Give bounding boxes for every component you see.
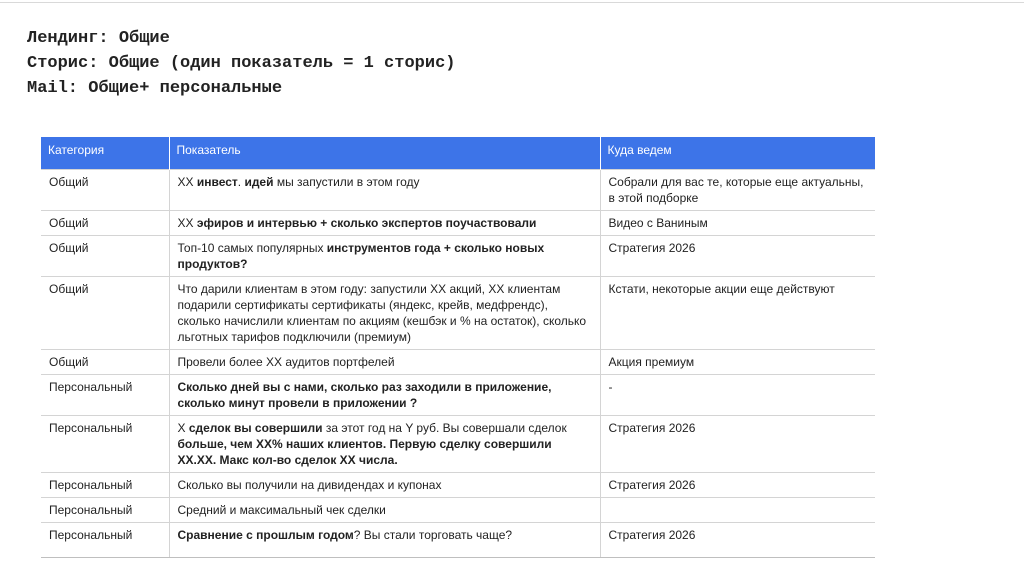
table-row [41, 211, 875, 236]
table-body [41, 170, 875, 558]
column-header-category: Категория [41, 137, 169, 170]
cell-indicator [169, 211, 600, 236]
indicators-table [41, 137, 875, 558]
cell-indicator [169, 473, 600, 498]
cell-category: Общий [41, 277, 169, 350]
cell-indicator [169, 236, 600, 277]
cell-target: Стратегия 2026 [600, 473, 875, 498]
table-row [41, 170, 875, 211]
heading-line-mail: Mail: Общие+ персональные [27, 79, 283, 98]
indicator-text-segment: наших клиентов [286, 437, 383, 451]
cell-category: Персональный [41, 473, 169, 498]
indicator-text-segment: сделок вы совершили [188, 421, 323, 435]
cell-indicator [169, 350, 600, 375]
indicator-text-segment: Средний и максимальный чек сделки [177, 503, 386, 517]
indicator-text-segment: . [237, 175, 245, 189]
table-row [41, 498, 875, 523]
cell-target: Собрали для вас те, которые еще актуальны, в этой подборке [600, 170, 875, 211]
indicator-text-segment: Провели более ХХ аудитов портфелей [177, 355, 395, 369]
table-header-row [41, 137, 875, 170]
indicator-text-segment: больше, чем ХХ% [177, 437, 286, 451]
indicator-text-segment: эфиров и интервью + сколько экспертов поучаствовали [196, 216, 537, 230]
cell-category: Персональный [41, 416, 169, 473]
table-row [41, 277, 875, 350]
table-row [41, 473, 875, 498]
cell-category: Общий [41, 350, 169, 375]
indicator-text-segment: Х [177, 421, 189, 435]
cell-target: Стратегия 2026 [600, 523, 875, 558]
table-row [41, 350, 875, 375]
cell-target [600, 498, 875, 523]
indicator-text-segment: ХХ [177, 175, 197, 189]
table-row [41, 375, 875, 416]
table-row [41, 236, 875, 277]
indicator-text-segment: Сколько вы получили на дивидендах и купонах [177, 478, 442, 492]
indicator-text-segment: инструментов года + сколько новых продуктов? [177, 241, 545, 271]
cell-indicator [169, 375, 600, 416]
cell-target: Кстати, некоторые акции еще действуют [600, 277, 875, 350]
cell-indicator [169, 498, 600, 523]
cell-indicator [169, 416, 600, 473]
indicator-text-segment: мы запустили в этом году [273, 175, 420, 189]
cell-target: Акция премиум [600, 350, 875, 375]
cell-target: Стратегия 2026 [600, 416, 875, 473]
heading-line-landing: Лендинг: Общие [27, 29, 170, 48]
column-header-indicator: Показатель [169, 137, 600, 170]
cell-target: Видео с Ваниным [600, 211, 875, 236]
cell-category: Общий [41, 211, 169, 236]
cell-target: Стратегия 2026 [600, 236, 875, 277]
cell-indicator [169, 170, 600, 211]
indicator-text-segment: . Первую сделку совершили ХХ.ХХ. Макс кол-во сделок ХХ числа. [177, 437, 552, 467]
cell-category: Персональный [41, 523, 169, 558]
cell-category: Персональный [41, 375, 169, 416]
table-row [41, 416, 875, 473]
indicator-text-segment: ХХ [177, 216, 197, 230]
cell-indicator [169, 277, 600, 350]
heading-line-stories: Сторис: Общие (один показатель = 1 сторис) [27, 54, 456, 73]
column-header-target: Куда ведем [600, 137, 875, 170]
top-divider [0, 2, 1024, 3]
slide-heading [27, 26, 455, 101]
indicator-text-segment: инвест [196, 175, 238, 189]
table-row [41, 523, 875, 558]
indicator-text-segment: идей [244, 175, 274, 189]
cell-target: - [600, 375, 875, 416]
indicator-text-segment: ? Вы стали торговать чаще? [353, 528, 513, 542]
indicator-text-segment: за этот год на Y руб. Вы совершали сделок [322, 421, 567, 435]
indicator-text-segment: Что дарили клиентам в этом году: запустили ХХ акций, ХХ клиентам подарили сертификаты сертификаты (яндекс, крейв, медфрендс), сколько начислили клиентам по акциям (кешбэк и % на остаток), сколько льготных тарифов подключили (премиум) [177, 282, 587, 344]
cell-category: Персональный [41, 498, 169, 523]
cell-category: Общий [41, 236, 169, 277]
indicator-text-segment: Сравнение с прошлым годом [177, 528, 354, 542]
cell-indicator [169, 523, 600, 558]
cell-category: Общий [41, 170, 169, 211]
indicator-text-segment: Топ-10 самых популярных [177, 241, 327, 255]
indicator-text-segment: Сколько дней вы с нами, сколько раз заходили в приложение, сколько минут провели в приложении ? [177, 380, 552, 410]
